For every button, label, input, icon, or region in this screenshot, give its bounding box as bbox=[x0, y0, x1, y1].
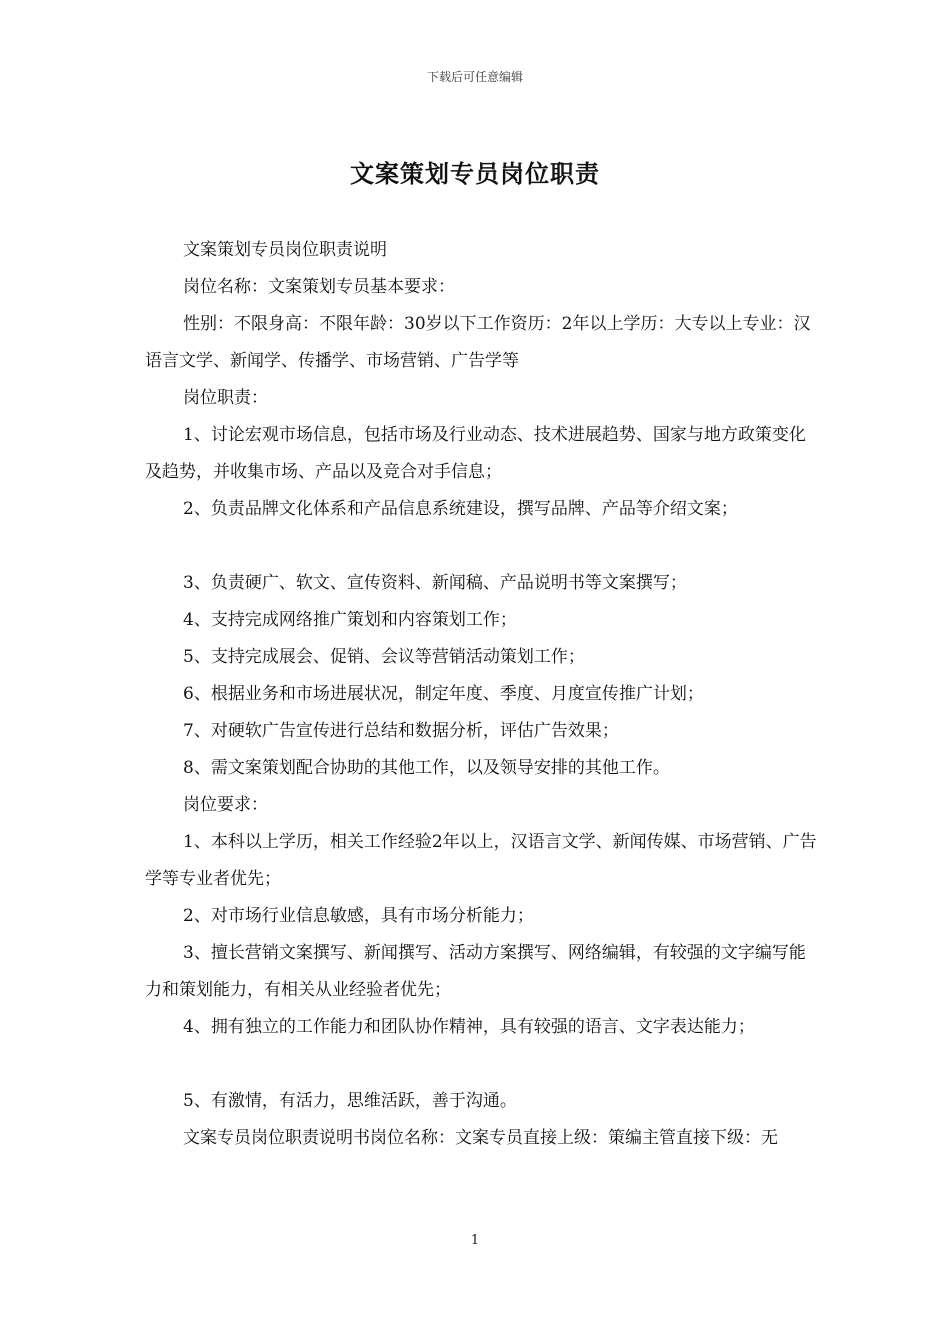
blank-line bbox=[145, 528, 817, 565]
paragraph-job-description: 文案专员岗位职责说明书岗位名称：文案专员直接上级：策编主管直接下级：无 bbox=[183, 1128, 778, 1148]
document-body bbox=[145, 232, 817, 1157]
blank-line bbox=[145, 1046, 817, 1083]
paragraph-intro: 文案策划专员岗位职责说明 bbox=[183, 240, 387, 260]
page-number: 1 bbox=[470, 1233, 480, 1248]
requirement-item-4: 4、拥有独立的工作能力和团队协作精神，具有较强的语言、文字表达能力； bbox=[183, 1017, 755, 1037]
header-note: 下载后可任意编辑 bbox=[426, 70, 523, 84]
duty-item-1: 1、讨论宏观市场信息，包括市场及行业动态、技术进展趋势、国家与地方政策变化及趋势，并收集市场、产品以及竞合对手信息； bbox=[145, 425, 806, 482]
duty-item-6: 6、根据业务和市场进展状况，制定年度、季度、月度宣传推广计划； bbox=[183, 684, 704, 704]
duty-item-2: 2、负责品牌文化体系和产品信息系统建设，撰写品牌、产品等介绍文案； bbox=[183, 499, 738, 519]
duty-item-4: 4、支持完成网络推广策划和内容策划工作； bbox=[183, 610, 517, 630]
requirement-item-3: 3、擅长营销文案撰写、新闻撰写、活动方案撰写、网络编辑，有较强的文字编写能力和策划能力，有相关从业经验者优先； bbox=[145, 943, 806, 1000]
paragraph-position-name: 岗位名称：文案策划专员基本要求： bbox=[183, 277, 455, 297]
duty-item-3: 3、负责硬广、软文、宣传资料、新闻稿、产品说明书等文案撰写； bbox=[183, 573, 687, 593]
duty-item-7: 7、对硬软广告宣传进行总结和数据分析，评估广告效果； bbox=[183, 721, 619, 741]
heading-requirements: 岗位要求： bbox=[183, 795, 268, 815]
requirement-item-5: 5、有激情，有活力，思维活跃，善于沟通。 bbox=[183, 1091, 517, 1111]
duty-item-8: 8、需文案策划配合协助的其他工作，以及领导安排的其他工作。 bbox=[183, 758, 670, 778]
duty-item-5: 5、支持完成展会、促销、会议等营销活动策划工作； bbox=[183, 647, 585, 667]
paragraph-basic-requirements: 性别：不限身高：不限年龄：30岁以下工作资历：2年以上学历：大专以上专业：汉语言文学、新闻学、传播学、市场营销、广告学等 bbox=[145, 314, 811, 371]
requirement-item-2: 2、对市场行业信息敏感，具有市场分析能力； bbox=[183, 906, 534, 926]
heading-duties: 岗位职责： bbox=[183, 388, 268, 408]
document-title: 文案策划专员岗位职责 bbox=[350, 159, 600, 188]
requirement-item-1: 1、本科以上学历，相关工作经验2年以上，汉语言文学、新闻传媒、市场营销、广告学等专业者优先； bbox=[145, 832, 817, 889]
